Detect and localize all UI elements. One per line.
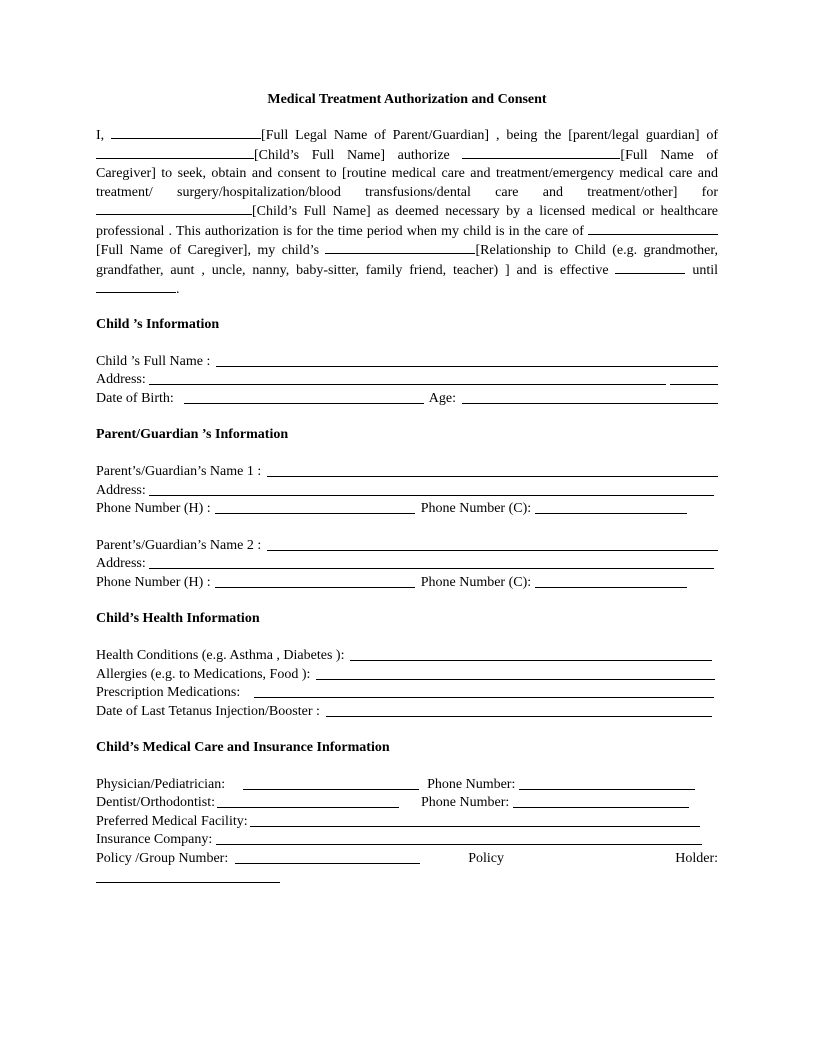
parent-phone-c-2-field[interactable] bbox=[535, 575, 687, 588]
parent-name-blank[interactable] bbox=[111, 126, 261, 139]
policy-holder-label-a: Policy bbox=[468, 851, 504, 866]
policy-holder-label-b: Holder: bbox=[675, 851, 718, 866]
prescriptions-row bbox=[96, 683, 718, 701]
document-title: Medical Treatment Authorization and Consent bbox=[267, 92, 547, 107]
parent-phone-h-2-label: Phone Number (H) : bbox=[96, 575, 211, 590]
physician-label: Physician/Pediatrician: bbox=[96, 777, 226, 792]
physician-field[interactable] bbox=[243, 777, 419, 790]
intro-text-6: [Full Name of Caregiver], my child’s bbox=[96, 243, 320, 258]
child-name-blank[interactable] bbox=[96, 146, 254, 159]
facility-field[interactable] bbox=[250, 814, 700, 827]
allergies-row bbox=[96, 665, 718, 683]
parent-phone-h-1-label: Phone Number (H) : bbox=[96, 501, 211, 516]
parent-phone-c-1-field[interactable] bbox=[535, 501, 687, 514]
parent-name-2-field[interactable] bbox=[267, 538, 718, 551]
parent-name-1-row bbox=[96, 462, 718, 480]
parent-address-2-field[interactable] bbox=[149, 556, 714, 569]
health-conditions-row bbox=[96, 646, 718, 664]
intro-text-2: [Full Legal Name of Parent/Guardian] , being the [parent/legal guardian] of bbox=[261, 128, 719, 143]
child-full-name-row bbox=[96, 352, 718, 370]
tetanus-label: Date of Last Tetanus Injection/Booster : bbox=[96, 704, 320, 719]
child-address-row bbox=[96, 370, 718, 388]
facility-label: Preferred Medical Facility: bbox=[96, 814, 248, 829]
parent-phone-h-1-field[interactable] bbox=[215, 501, 415, 514]
health-info-heading: Child’s Health Information bbox=[96, 611, 260, 626]
child-full-name-label: Child ’s Full Name : bbox=[96, 354, 211, 369]
child-full-name-field[interactable] bbox=[216, 354, 718, 367]
child-dob-label: Date of Birth: bbox=[96, 391, 174, 406]
relationship-blank[interactable] bbox=[325, 241, 475, 254]
dentist-label: Dentist/Orthodontist: bbox=[96, 795, 215, 810]
effective-until-blank[interactable] bbox=[96, 280, 176, 293]
parent-address-2-row bbox=[96, 554, 718, 572]
child-info-heading: Child ’s Information bbox=[96, 317, 220, 332]
parent-name-2-label: Parent’s/Guardian’s Name 2 : bbox=[96, 538, 262, 553]
insurance-label: Insurance Company: bbox=[96, 832, 213, 847]
care-info-heading: Child’s Medical Care and Insurance Information bbox=[96, 740, 390, 755]
effective-from-blank[interactable] bbox=[615, 261, 685, 274]
intro-text-7: [Relationship to Child (e.g. grandmother, grandfather, aunt , uncle, nanny, baby-sitter, family friend, teacher) ] and is effective bbox=[96, 243, 718, 278]
child-dob-field[interactable] bbox=[184, 391, 424, 404]
policy-group-field[interactable] bbox=[235, 851, 420, 864]
child-age-label: Age: bbox=[428, 391, 456, 406]
allergies-field[interactable] bbox=[316, 667, 715, 680]
parent-phone-2-row bbox=[96, 573, 718, 591]
child-address-field[interactable] bbox=[149, 372, 666, 385]
policy-group-label: Policy /Group Number: bbox=[96, 851, 229, 866]
physician-phone-label: Phone Number: bbox=[427, 777, 516, 792]
parent-address-1-label: Address: bbox=[96, 483, 146, 498]
caregiver-name-blank-2[interactable] bbox=[588, 222, 718, 235]
allergies-label: Allergies (e.g. to Medications, Food ): bbox=[96, 667, 311, 682]
parent-address-2-label: Address: bbox=[96, 556, 146, 571]
parent-phone-c-1-label: Phone Number (C): bbox=[420, 501, 532, 516]
intro-text-5: [Child’s Full Name] as deemed necessary by a licensed medical or healthcare professional . This authorization is for the time period when my child is in the care of bbox=[96, 204, 718, 239]
child-address-label: Address: bbox=[96, 372, 146, 387]
health-conditions-field[interactable] bbox=[350, 648, 712, 661]
child-name-blank-2[interactable] bbox=[96, 202, 252, 215]
parent-name-2-row bbox=[96, 536, 718, 554]
insurance-row bbox=[96, 830, 718, 848]
child-age-field[interactable] bbox=[462, 391, 718, 404]
dentist-row bbox=[96, 793, 718, 811]
caregiver-name-blank[interactable] bbox=[462, 146, 620, 159]
parent-phone-h-2-field[interactable] bbox=[215, 575, 415, 588]
prescriptions-field[interactable] bbox=[254, 685, 714, 698]
policy-holder-field[interactable] bbox=[96, 870, 280, 883]
dentist-field[interactable] bbox=[217, 795, 399, 808]
parent-address-1-field[interactable] bbox=[149, 483, 714, 496]
authorization-paragraph bbox=[96, 126, 718, 300]
health-conditions-label: Health Conditions (e.g. Asthma , Diabetes ): bbox=[96, 648, 345, 663]
parent-info-heading: Parent/Guardian ’s Information bbox=[96, 427, 289, 442]
policy-holder-row bbox=[96, 868, 718, 886]
facility-row bbox=[96, 812, 718, 830]
parent-address-1-row bbox=[96, 481, 718, 499]
intro-text-1: I, bbox=[96, 128, 105, 143]
policy-row bbox=[96, 849, 718, 867]
parent-phone-1-row bbox=[96, 499, 718, 517]
tetanus-field[interactable] bbox=[326, 704, 712, 717]
parent-name-1-label: Parent’s/Guardian’s Name 1 : bbox=[96, 464, 262, 479]
document-page bbox=[96, 92, 719, 866]
intro-text-8: until bbox=[692, 262, 719, 278]
child-dob-row bbox=[96, 389, 718, 407]
insurance-field[interactable] bbox=[216, 832, 702, 845]
dentist-phone-field[interactable] bbox=[513, 795, 689, 808]
intro-text-3: [Child’s Full Name] authorize bbox=[254, 147, 450, 163]
tetanus-row bbox=[96, 702, 718, 720]
intro-text-4: [Full Name of Caregiver] to seek, obtain and consent to [routine medical care and treatment/emergency medical care and treatment/ surgery/hospitalization/blood transfusions/dental care and treatment/other] for bbox=[96, 147, 718, 200]
intro-text-9: . bbox=[176, 282, 180, 297]
prescriptions-label: Prescription Medications: bbox=[96, 685, 241, 700]
child-address-field-2[interactable] bbox=[670, 372, 718, 385]
parent-phone-c-2-label: Phone Number (C): bbox=[420, 575, 532, 590]
physician-row bbox=[96, 775, 718, 793]
dentist-phone-label: Phone Number: bbox=[421, 795, 510, 810]
parent-name-1-field[interactable] bbox=[267, 464, 718, 477]
physician-phone-field[interactable] bbox=[519, 777, 695, 790]
